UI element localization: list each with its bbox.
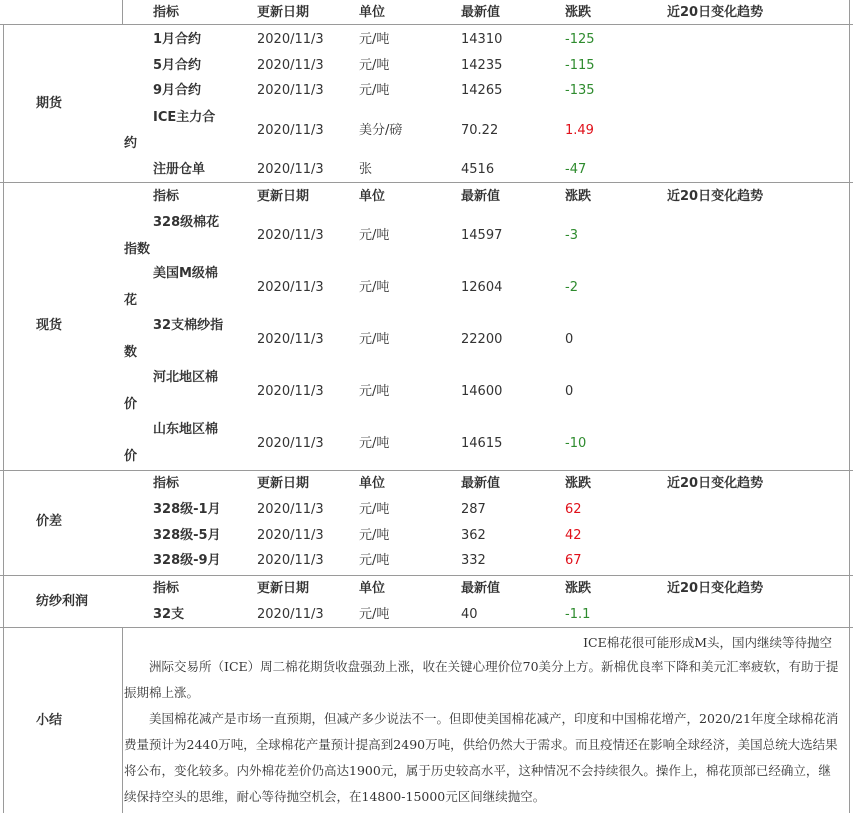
- header-trend: 近20日变化趋势: [667, 189, 764, 204]
- header-change: 涨跌: [565, 476, 592, 491]
- header-latest: 最新值: [461, 189, 501, 204]
- row-indicator: 5月合约: [153, 58, 202, 73]
- header-date: 更新日期: [257, 5, 310, 20]
- row-value: 12604: [461, 280, 503, 295]
- row-unit: 元/吨: [359, 384, 390, 399]
- section-divider: [0, 470, 853, 471]
- category-spinning-profit: 纺纱利润: [36, 594, 89, 609]
- summary-border: [122, 627, 123, 813]
- row-date: 2020/11/3: [257, 123, 324, 138]
- row-date: 2020/11/3: [257, 332, 324, 347]
- row-indicator: 328级-9月: [153, 553, 221, 568]
- section-divider: [0, 182, 853, 183]
- row-date: 2020/11/3: [257, 228, 324, 243]
- row-unit: 元/吨: [359, 607, 390, 622]
- row-change: -10: [565, 436, 587, 451]
- row-value: 40: [461, 607, 478, 622]
- row-value: 332: [461, 553, 486, 568]
- row-value: 14615: [461, 436, 503, 451]
- row-value: 362: [461, 528, 486, 543]
- row-indicator: 328级棉花: [153, 215, 220, 230]
- row-unit: 元/吨: [359, 436, 390, 451]
- row-value: 14265: [461, 83, 503, 98]
- row-date: 2020/11/3: [257, 162, 324, 177]
- row-value: 287: [461, 502, 486, 517]
- summary-paragraph: 美国棉花减产是市场一直预期，但减产多少说法不一。但即使美国棉花减产，印度和中国棉花增产，2020/21年度全球棉花消费量预计为2440万吨，全球棉花产量预计提高到2490万吨，供给仍然大于需求。而且疫情还在影响全球经济，美国总统大选结果将公布，变化较多。内外棉花差价仍高达1900元，属于历史较高水平，这种情况不会持续很久。操作上，棉花顶部已经确立，继续保持空头的思维，耐心等待抛空机会，在14800-15000元区间继续抛空。: [124, 711, 839, 804]
- header-indicator: 指标: [153, 581, 180, 596]
- row-unit: 元/吨: [359, 32, 390, 47]
- category-spread: 价差: [36, 514, 63, 529]
- row-value: 70.22: [461, 123, 499, 138]
- row-indicator-wrap: 花: [124, 293, 138, 308]
- table-border: [849, 0, 850, 813]
- row-indicator: 注册仓单: [153, 162, 206, 177]
- row-unit: 美分/磅: [359, 123, 403, 138]
- row-change: 1.49: [565, 123, 594, 138]
- header-trend: 近20日变化趋势: [667, 581, 764, 596]
- section-divider: [0, 575, 853, 576]
- row-indicator-wrap: 价: [124, 449, 138, 464]
- row-date: 2020/11/3: [257, 553, 324, 568]
- row-change: 62: [565, 502, 582, 517]
- row-date: 2020/11/3: [257, 384, 324, 399]
- row-indicator: 32支棉纱指: [153, 318, 224, 333]
- row-indicator: 9月合约: [153, 83, 202, 98]
- header-indicator: 指标: [153, 476, 180, 491]
- row-unit: 元/吨: [359, 553, 390, 568]
- row-value: 22200: [461, 332, 503, 347]
- row-value: 4516: [461, 162, 495, 177]
- header-change: 涨跌: [565, 581, 592, 596]
- header-date: 更新日期: [257, 476, 310, 491]
- row-date: 2020/11/3: [257, 280, 324, 295]
- row-date: 2020/11/3: [257, 607, 324, 622]
- row-change: -3: [565, 228, 578, 243]
- category-futures: 期货: [36, 96, 63, 111]
- row-value: 14310: [461, 32, 503, 47]
- header-date: 更新日期: [257, 189, 310, 204]
- header-latest: 最新值: [461, 581, 501, 596]
- category-summary: 小结: [36, 713, 63, 728]
- header-unit: 单位: [359, 189, 386, 204]
- row-change: -135: [565, 83, 595, 98]
- row-value: 14600: [461, 384, 503, 399]
- header-indicator: 指标: [153, 189, 180, 204]
- row-indicator: ICE主力合: [153, 110, 216, 125]
- header-latest: 最新值: [461, 476, 501, 491]
- section-divider: [0, 24, 853, 25]
- header-unit: 单位: [359, 5, 386, 20]
- table-border: [122, 0, 123, 24]
- header-latest: 最新值: [461, 5, 501, 20]
- row-date: 2020/11/3: [257, 502, 324, 517]
- row-change: -1.1: [565, 607, 591, 622]
- row-indicator-wrap: 数: [124, 345, 138, 360]
- category-spot: 现货: [36, 318, 63, 333]
- row-value: 14597: [461, 228, 503, 243]
- summary-paragraph: 洲际交易所（ICE）周二棉花期货收盘强劲上涨，收在关键心理价位70美分上方。新棉优良率下降和美元汇率疲软，有助于提振期棉上涨。: [124, 659, 839, 700]
- header-trend: 近20日变化趋势: [667, 5, 764, 20]
- row-unit: 元/吨: [359, 528, 390, 543]
- row-indicator: 1月合约: [153, 32, 202, 47]
- row-unit: 元/吨: [359, 502, 390, 517]
- header-change: 涨跌: [565, 189, 592, 204]
- row-change: 67: [565, 553, 582, 568]
- row-change: 0: [565, 384, 574, 399]
- row-indicator-wrap: 约: [124, 136, 138, 151]
- row-indicator-wrap: 价: [124, 397, 138, 412]
- row-unit: 元/吨: [359, 58, 390, 73]
- row-indicator: 美国M级棉: [153, 266, 218, 281]
- row-unit: 元/吨: [359, 280, 390, 295]
- row-date: 2020/11/3: [257, 436, 324, 451]
- row-change: -47: [565, 162, 587, 177]
- row-date: 2020/11/3: [257, 83, 324, 98]
- row-indicator-wrap: 指数: [124, 242, 151, 257]
- header-unit: 单位: [359, 581, 386, 596]
- header-indicator: 指标: [153, 5, 180, 20]
- header-change: 涨跌: [565, 5, 592, 20]
- header-date: 更新日期: [257, 581, 310, 596]
- row-change: -115: [565, 58, 595, 73]
- row-change: -2: [565, 280, 578, 295]
- row-date: 2020/11/3: [257, 58, 324, 73]
- row-unit: 元/吨: [359, 83, 390, 98]
- row-unit: 张: [359, 162, 373, 177]
- summary-text: [124, 628, 842, 813]
- row-date: 2020/11/3: [257, 32, 324, 47]
- row-indicator: 32支: [153, 607, 185, 622]
- table-border: [3, 24, 4, 813]
- header-trend: 近20日变化趋势: [667, 476, 764, 491]
- header-unit: 单位: [359, 476, 386, 491]
- row-change: -125: [565, 32, 595, 47]
- row-change: 0: [565, 332, 574, 347]
- row-indicator: 328级-5月: [153, 528, 221, 543]
- row-indicator: 328级-1月: [153, 502, 221, 517]
- row-value: 14235: [461, 58, 503, 73]
- row-date: 2020/11/3: [257, 528, 324, 543]
- row-indicator: 河北地区棉: [153, 370, 219, 385]
- row-unit: 元/吨: [359, 332, 390, 347]
- row-change: 42: [565, 528, 582, 543]
- row-unit: 元/吨: [359, 228, 390, 243]
- row-indicator: 山东地区棉: [153, 422, 219, 437]
- summary-title: ICE棉花很可能形成M头，国内继续等待抛空: [583, 635, 832, 650]
